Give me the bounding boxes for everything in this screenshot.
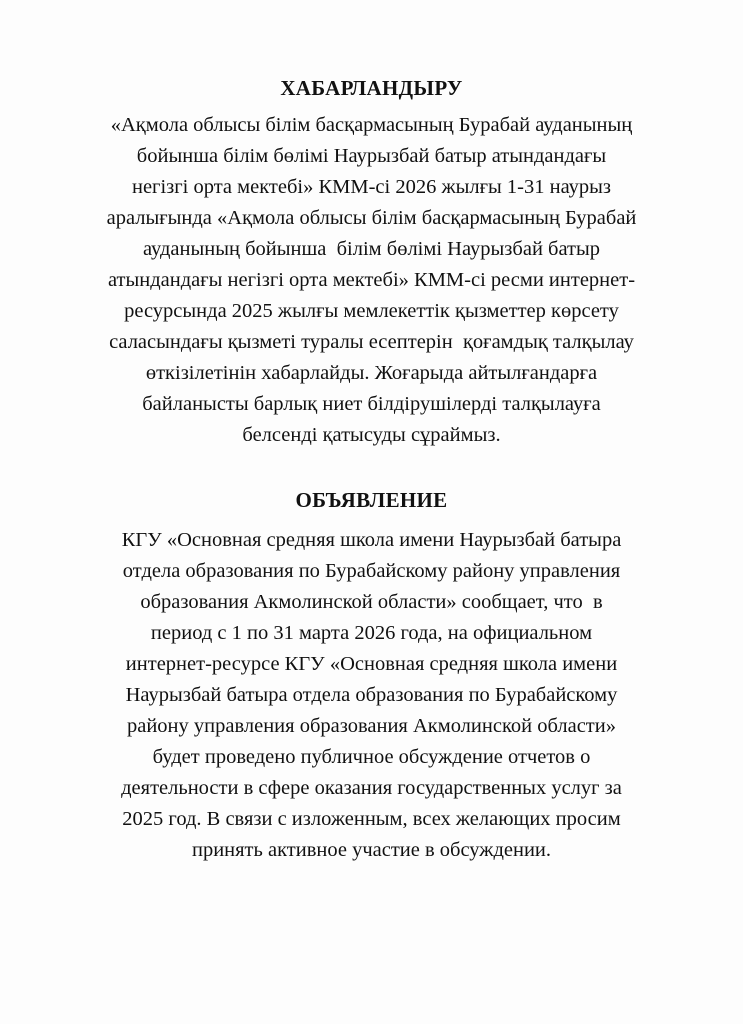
kz-body — [0, 110, 743, 451]
kz-line: аралығында «Ақмола облысы білім басқармасының Бурабай — [106, 207, 637, 229]
ru-line: 2025 год. В связи с изложенным, всех желающих просим — [122, 808, 621, 830]
kz-line: «Ақмола облысы білім басқармасының Бурабай ауданының — [110, 114, 633, 136]
ru-title: ОБЪЯВЛЕНИЕ — [295, 488, 448, 512]
kz-line: бойынша білім бөлімі Наурызбай батыр атындандағы — [136, 145, 607, 167]
ru-line: Наурызбай батыра отдела образования по Бурабайскому — [125, 684, 618, 706]
kz-line: өткізілетінін хабарлайды. Жоғарыда айтылғандарға — [145, 362, 598, 384]
kz-line: негізгі орта мектебі» КММ-сі 2026 жылғы 1-31 наурыз — [131, 176, 612, 198]
ru-line: будет проведено публичное обсуждение отчетов о — [152, 746, 591, 768]
kz-line: атындандағы негізгі орта мектебі» КММ-сі ресми интернет- — [107, 269, 636, 291]
ru-line: району управления образования Акмолинской области» — [126, 715, 616, 737]
ru-line: образования Акмолинской области» сообщает, что в — [140, 591, 603, 613]
ru-line: КГУ «Основная средняя школа имени Наурызбай батыра — [121, 529, 622, 551]
ru-body — [0, 525, 743, 866]
kz-line: белсенді қатысуды сұраймыз. — [242, 424, 501, 446]
ru-line: период с 1 по 31 марта 2026 года, на официальном — [150, 622, 593, 644]
kz-title: ХАБАРЛАНДЫРУ — [280, 76, 463, 100]
ru-line: интернет-ресурсе КГУ «Основная средняя школа имени — [125, 653, 618, 675]
ru-line: деятельности в сфере оказания государственных услуг за — [121, 777, 622, 799]
kz-line: ауданының бойынша білім бөлімі Наурызбай батыр — [142, 238, 601, 260]
kz-line: байланысты барлық ниет білдірушілерді талқылауға — [142, 393, 601, 415]
ru-line: принять активное участие в обсуждении. — [191, 839, 552, 861]
kz-line: ресурсында 2025 жылғы мемлекеттік қызметтер көрсету — [124, 300, 619, 322]
ru-line: отдела образования по Бурабайскому району управления — [122, 560, 621, 582]
kz-line: саласындағы қызметі туралы есептерін қоғамдық талқылау — [109, 331, 634, 353]
